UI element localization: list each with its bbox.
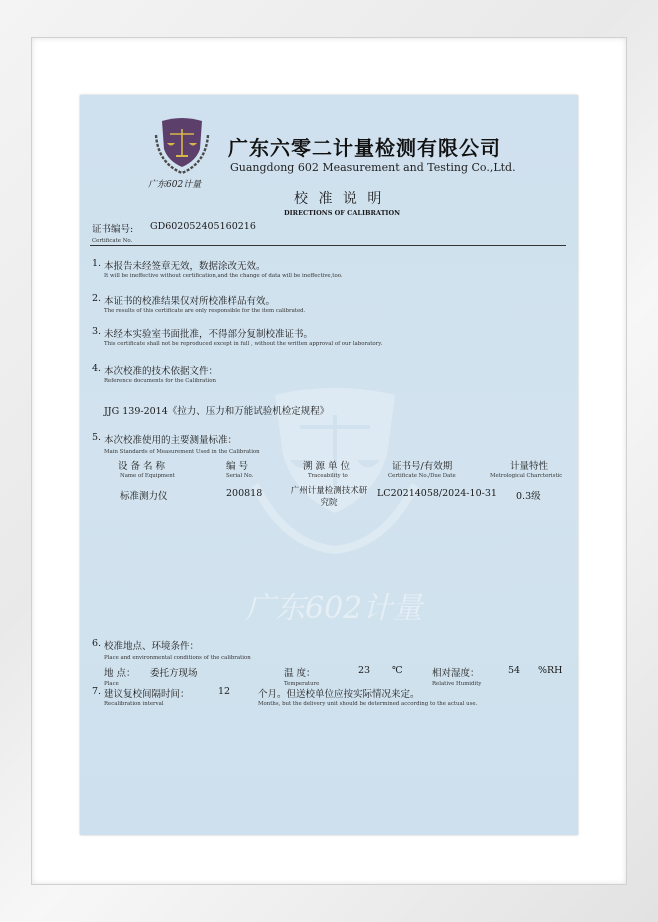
table-cell-metrological: 0.3级 [516, 491, 541, 502]
company-logo-icon [150, 115, 214, 177]
company-name-zh: 广东六零二计量检测有限公司 [228, 136, 501, 160]
table-cell-serial: 200818 [226, 488, 263, 499]
header-divider [90, 245, 566, 246]
humidity-unit: %RH [538, 665, 563, 676]
item-6-text-en: Place and environmental conditions of the calibration [104, 655, 251, 661]
document-title-zh: 校 准 说 明 [294, 191, 385, 207]
item-3-text-en: This certificate shall not be reproduced except in full , without the written approval of our laboratory. [104, 341, 383, 347]
col-header-serial: 编 号 [226, 461, 249, 472]
item-3-num: 3. [92, 326, 102, 337]
item-4-num: 4. [92, 363, 102, 374]
humidity-label: 相对湿度： [432, 668, 480, 679]
temperature-label: 温 度： [284, 668, 316, 679]
table-cell-equipment: 标准测力仪 [120, 491, 168, 502]
place-label-en: Place [104, 681, 119, 687]
col-header-traceability-en: Traceability to [308, 473, 348, 479]
document-title-en: DIRECTIONS OF CALIBRATION [284, 209, 401, 217]
item-1-text: 本报告未经签章无效，数据涂改无效。 [104, 261, 266, 272]
item-7-text: 建议复校间隔时间： [104, 689, 190, 700]
col-header-equipment-en: Name of Equipment [120, 473, 175, 479]
table-cell-traceability: 广州计量检测技术研究院 [290, 486, 368, 508]
item-1-text-en: It will be ineffective without certification,and the change of data will be ineffective,too. [104, 273, 343, 279]
recalibration-unit-en: Months, but the delivery unit should be determined according to the actual use. [258, 701, 478, 707]
item-2-text-en: The results of this certificate are only responsible for the item calibrated. [104, 308, 306, 314]
table-cell-certificate: LC20214058/2024-10-31 [377, 488, 497, 499]
calibration-document [80, 95, 578, 835]
col-header-metrological: 计量特性 [510, 461, 549, 472]
temperature-label-en: Temperature [284, 681, 320, 687]
item-6-text: 校准地点、环境条件： [104, 641, 200, 652]
col-header-metrological-en: Metrological Charcteristic [490, 473, 563, 479]
item-1-num: 1. [92, 258, 102, 269]
col-header-certificate-en: Certificate No./Due Date [388, 473, 456, 479]
item-7-text-en: Recalibration interval [104, 701, 164, 707]
reference-document: JJG 139-2014《拉力、压力和万能试验机检定规程》 [104, 406, 330, 417]
item-7-num: 7. [92, 686, 102, 697]
certificate-label-en: Certificate No. [92, 238, 133, 244]
item-2-text: 本证书的校准结果仅对所校准样品有效。 [104, 296, 276, 307]
item-2-num: 2. [92, 293, 102, 304]
place-label: 地 点： [104, 668, 136, 679]
temperature-value: 23 [358, 665, 371, 676]
certificate-label: 证书编号: [92, 224, 134, 235]
recalibration-value: 12 [218, 686, 231, 697]
recalibration-unit: 个月。但送校单位应按实际情况来定。 [258, 689, 420, 700]
humidity-label-en: Relative Humidity [432, 681, 482, 687]
item-3-text: 未经本实验室书面批准，不得部分复制校准证书。 [104, 329, 314, 340]
company-name-en: Guangdong 602 Measurement and Testing Co.,Ltd. [230, 161, 516, 174]
item-4-text-en: Reference documents for the Calibration [104, 378, 216, 384]
temperature-unit: ℃ [392, 665, 403, 676]
watermark-logo-text: 广东602计量 [245, 591, 423, 626]
item-6-num: 6. [92, 638, 102, 649]
col-header-certificate: 证书号/有效期 [392, 461, 453, 472]
certificate-number: GD602052405160216 [150, 221, 256, 232]
item-4-text: 本次校准的技术依据文件： [104, 366, 219, 377]
col-header-traceability: 溯 源 单 位 [303, 461, 351, 472]
col-header-equipment: 设 备 名 称 [118, 461, 166, 472]
logo-text: 广东602计量 [148, 180, 202, 190]
place-value: 委托方现场 [150, 668, 198, 679]
item-5-text-en: Main Standards of Measurement Used in the Calibration [104, 449, 260, 455]
item-5-text: 本次校准使用的主要测量标准： [104, 435, 238, 446]
col-header-serial-en: Serial No. [226, 473, 254, 479]
item-5-num: 5. [92, 432, 102, 443]
humidity-value: 54 [508, 665, 521, 676]
